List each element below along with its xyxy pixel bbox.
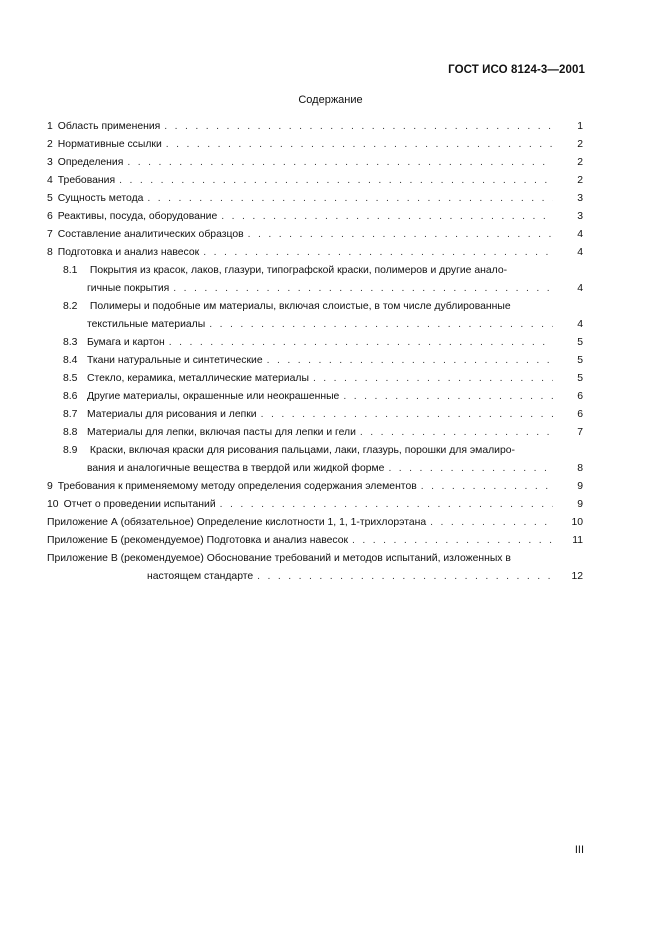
toc-entry-number: 8.1 — [63, 265, 78, 276]
toc-entry-title: Материалы для лепки, включая пасты для лепки и гели — [87, 427, 356, 438]
toc-entry-page: 5 — [577, 337, 583, 348]
dot-leader — [352, 532, 553, 550]
dot-leader — [430, 514, 553, 532]
toc-entry-number: 4 — [47, 175, 53, 186]
toc-entry[interactable] — [47, 478, 583, 496]
toc-entry-page: 10 — [571, 517, 583, 528]
toc-entry-title-continued: вания и аналогичные вещества в твердой или жидкой форме — [87, 463, 385, 474]
toc-entry-title: Приложение В (рекомендуемое) Обоснование требований и методов испытаний, изложенных в — [47, 553, 511, 564]
dot-leader — [119, 172, 553, 190]
dot-leader — [360, 424, 553, 442]
dot-leader — [166, 136, 553, 154]
toc-entry-title-continued: гичные покрытия — [87, 283, 170, 294]
toc-entry-title: Приложение А (обязательное) Определение кислотности 1, 1, 1-трихлорэтана — [47, 517, 427, 528]
toc-appendix-a[interactable] — [47, 514, 583, 532]
toc-entry-number: 6 — [47, 211, 53, 222]
toc-entry-page: 11 — [572, 535, 583, 546]
toc-entry-page: 9 — [577, 499, 583, 510]
dot-leader — [164, 118, 553, 136]
toc-appendix-v[interactable] — [47, 550, 583, 586]
toc-entry-title: Покрытия из красок, лаков, глазури, типографской краски, полимеров и другие анало- — [89, 265, 508, 276]
toc-entry-title-continued: настоящем стандарте — [147, 571, 254, 582]
toc-entry-page: 3 — [577, 193, 583, 204]
toc-entry-number: 8.8 — [63, 427, 78, 438]
dot-leader — [221, 208, 553, 226]
toc-entry[interactable] — [47, 154, 583, 172]
toc-entry-page: 4 — [577, 247, 583, 258]
toc-entry-number: 8.9 — [63, 445, 78, 456]
toc-entry-title: Реактивы, посуда, оборудование — [57, 211, 218, 222]
dot-leader — [173, 280, 553, 298]
toc-entry-page: 5 — [577, 373, 583, 384]
dot-leader — [313, 370, 553, 388]
dot-leader — [127, 154, 553, 172]
toc-entry[interactable] — [47, 190, 583, 208]
toc-entry-title: Составление аналитических образцов — [57, 229, 244, 240]
toc-entry-number: 8.2 — [63, 301, 78, 312]
toc-entry[interactable] — [47, 118, 583, 136]
toc-entry-title: Требования к применяемому методу определения содержания элементов — [57, 481, 417, 492]
toc-entry-title: Сущность метода — [57, 193, 144, 204]
toc-entry-page: 4 — [577, 319, 583, 330]
toc-entry-title: Приложение Б (рекомендуемое) Подготовка и анализ навесок — [47, 535, 349, 546]
toc-entry-page: 7 — [577, 427, 583, 438]
toc-entry-page: 2 — [577, 139, 583, 150]
dot-leader — [169, 334, 553, 352]
toc-entry-page: 4 — [577, 229, 583, 240]
toc-appendix-b[interactable] — [47, 532, 583, 550]
toc-entry-number: 8.6 — [63, 391, 78, 402]
dot-leader — [267, 352, 553, 370]
dot-leader — [261, 406, 553, 424]
toc-entry-title: Бумага и картон — [87, 337, 165, 348]
toc-subentry[interactable] — [47, 406, 583, 424]
dot-leader — [147, 190, 553, 208]
toc-entry-title: Определения — [57, 157, 124, 168]
toc-subentry[interactable] — [47, 424, 583, 442]
toc-entry-title: Требования — [57, 175, 116, 186]
toc-entry-page: 6 — [577, 391, 583, 402]
toc-entry-title: Область применения — [57, 121, 161, 132]
toc-entry-number: 1 — [47, 121, 53, 132]
toc-entry-number: 8 — [47, 247, 53, 258]
toc-entry-page: 1 — [577, 121, 583, 132]
toc-entry-page: 5 — [577, 355, 583, 366]
toc-entry[interactable] — [47, 496, 583, 514]
toc-entry-page: 2 — [577, 157, 583, 168]
toc-subentry[interactable] — [47, 370, 583, 388]
toc-entry-title: Полимеры и подобные им материалы, включая слоистые, в том числе дублированные — [89, 301, 511, 312]
toc-entry-number: 9 — [47, 481, 53, 492]
toc-entry-page: 4 — [577, 283, 583, 294]
dot-leader — [220, 496, 553, 514]
toc-entry-title: Ткани натуральные и синтетические — [87, 355, 263, 366]
dot-leader — [343, 388, 553, 406]
toc-entry-title: Материалы для рисования и лепки — [87, 409, 257, 420]
dot-leader — [248, 226, 553, 244]
toc-subentry[interactable] — [47, 388, 583, 406]
toc-entry[interactable] — [47, 244, 583, 262]
toc-entry-page: 6 — [577, 409, 583, 420]
toc-subentry[interactable] — [47, 442, 583, 478]
toc-entry-title: Нормативные ссылки — [57, 139, 162, 150]
toc-entry-number: 3 — [47, 157, 53, 168]
toc-entry-title: Краски, включая краски для рисования пальцами, лаки, глазурь, порошки для эмалиро- — [89, 445, 515, 456]
toc-entry-number: 10 — [47, 499, 59, 510]
toc-subentry[interactable] — [47, 298, 583, 334]
toc-entry-title: Другие материалы, окрашенные или неокрашенные — [87, 391, 340, 402]
toc-entry-number: 5 — [47, 193, 53, 204]
dot-leader — [209, 316, 553, 334]
toc-entry-number: 8.7 — [63, 409, 78, 420]
toc-entry-number: 8.4 — [63, 355, 78, 366]
toc-entry-number: 8.5 — [63, 373, 78, 384]
document-code: ГОСТ ИСО 8124-3—2001 — [448, 64, 585, 76]
toc-entry-title: Отчет о проведении испытаний — [63, 499, 216, 510]
toc-entry[interactable] — [47, 226, 583, 244]
toc-entry-title-continued: текстильные материалы — [87, 319, 206, 330]
toc-entry-number: 2 — [47, 139, 53, 150]
dot-leader — [388, 460, 553, 478]
toc-entry-title: Стекло, керамика, металлические материалы — [87, 373, 309, 384]
dot-leader — [421, 478, 553, 496]
toc-entry[interactable] — [47, 208, 583, 226]
toc-entry-page: 2 — [577, 175, 583, 186]
dot-leader — [203, 244, 553, 262]
toc-entry[interactable] — [47, 136, 583, 154]
toc-entry[interactable] — [47, 172, 583, 190]
page-number: III — [574, 844, 584, 856]
toc-entry-page: 3 — [577, 211, 583, 222]
toc-subentry[interactable] — [47, 262, 583, 298]
toc-entry-page: 8 — [577, 463, 583, 474]
toc-entry-title: Подготовка и анализ навесок — [57, 247, 200, 258]
dot-leader — [257, 568, 553, 586]
toc-entry-number: 8.3 — [63, 337, 78, 348]
toc-title: Содержание — [298, 94, 363, 106]
toc-entry-number: 7 — [47, 229, 53, 240]
toc-subentry[interactable] — [47, 352, 583, 370]
toc-entry-page: 12 — [571, 571, 583, 582]
toc-entry-page: 9 — [577, 481, 583, 492]
table-of-contents — [47, 118, 583, 586]
toc-subentry[interactable] — [47, 334, 583, 352]
